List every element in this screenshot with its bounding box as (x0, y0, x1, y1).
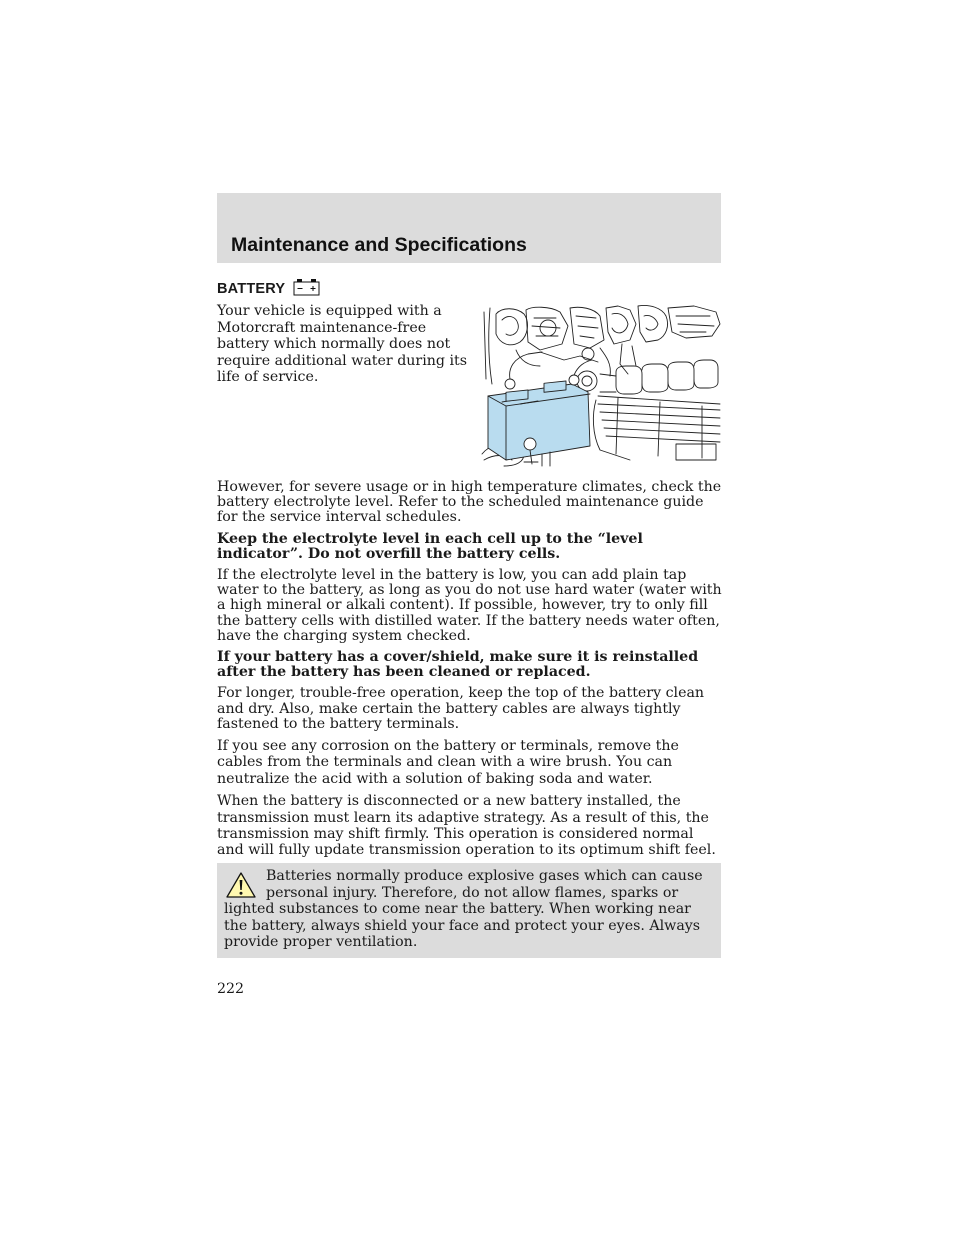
body-text (217, 480, 723, 865)
battery-icon (293, 278, 320, 300)
paragraph-severe-usage: However, for severe usage or in high temperature climates, check the battery electrolyte level. Refer to the scheduled maintenance guide for the service interval schedules. (217, 479, 722, 526)
page-number: 222 (217, 981, 245, 997)
warning-box (217, 863, 721, 958)
engine-compartment-illustration (480, 304, 723, 467)
header-band (217, 193, 721, 263)
paragraph-corrosion: If you see any corrosion on the battery or terminals, remove the cables from the terminals and clean with a wire brush. You can neutralize the acid with a solution of baking soda and water. (217, 738, 679, 787)
section-heading (217, 278, 320, 300)
page-title: Maintenance and Specifications (231, 234, 527, 256)
paragraph-tap-water: If the electrolyte level in the battery is low, you can add plain tap water to the battery, as long as you do not use hard water (water with a high mineral or alkali content). If possible, however, try to only fill the battery cells with distilled water. If the battery needs water often, have the charging system checked. (217, 567, 722, 644)
paragraph-electrolyte-level: Keep the electrolyte level in each cell up to the “level indicator”. Do not overfill the battery cells. (217, 530, 643, 562)
paragraph-transmission: When the battery is disconnected or a new battery installed, the transmission must learn its adaptive strategy. As a result of this, the transmission may shift firmly. This operation is considered normal and will fully update transmission operation to its optimum shift feel. (217, 793, 716, 859)
intro-paragraph: Your vehicle is equipped with a Motorcraft maintenance-free battery which normally does not require additional water during its life of service. (217, 303, 467, 385)
paragraph-cover-shield: If your battery has a cover/shield, make sure it is reinstalled after the battery has been cleaned or replaced. (217, 649, 699, 681)
paragraph-clean-dry: For longer, trouble-free operation, keep the top of the battery clean and dry. Also, make certain the battery cables are always tightly fastened to the battery terminals. (217, 685, 705, 732)
section-heading-text: BATTERY (217, 281, 286, 297)
warning-text: Batteries normally produce explosive gases which can cause personal injury. Therefore, do not allow flames, sparks or lighted substances to come near the battery. When working near the battery, always shield your face and protect your eyes. Always provide proper ventilation. (224, 868, 703, 950)
